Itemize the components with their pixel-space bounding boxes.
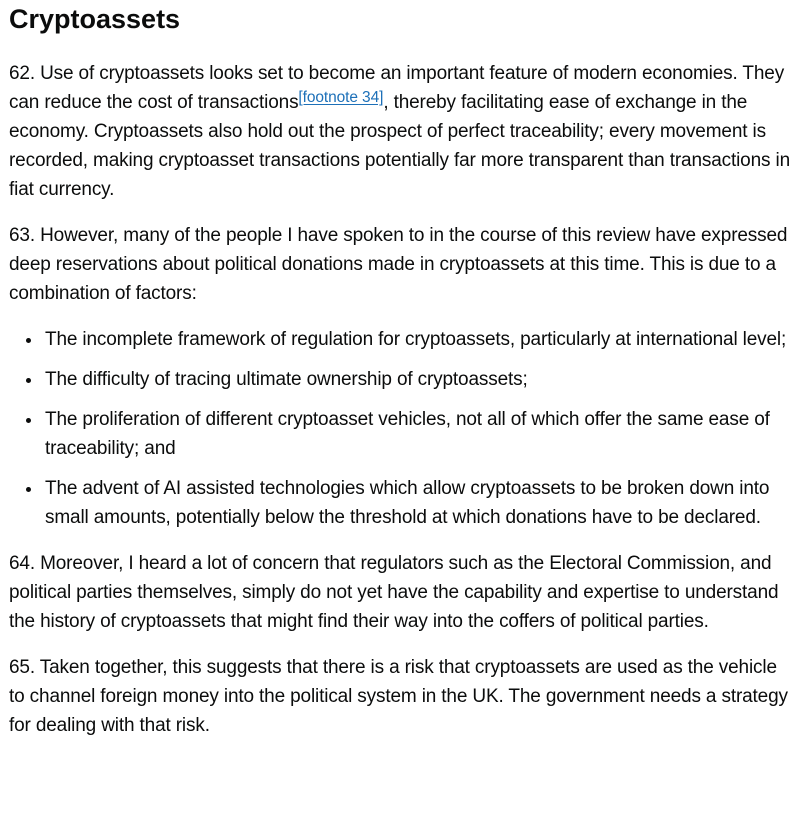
paragraph-62-text-before: 62. Use of cryptoassets looks set to become an important feature of modern economies. They can reduce the cost of transactions [9,63,785,113]
list-item-regulation: • The incomplete framework of regulation for cryptoassets, particularly at international level; [43,325,790,354]
paragraph-62 [9,59,790,204]
list-item-vehicles: • The proliferation of different cryptoasset vehicles, not all of which offer the same ease of traceability; and [43,405,790,463]
paragraph-63: 63. However, many of the people I have spoken to in the course of this review have expressed deep reservations about political donations made in cryptoassets at this time. This is due to a combination of factors: [9,225,788,304]
factors-list [9,325,790,532]
list-item-ai: • The advent of AI assisted technologies which allow cryptoassets to be broken down into small amounts, potentially below the threshold at which donations have to be declared. [43,474,790,532]
paragraph-64: 64. Moreover, I heard a lot of concern that regulators such as the Electoral Commission, and political parties themselves, simply do not yet have the capability and expertise to understand the history of cryptoassets that might find their way into the coffers of political parties. [9,553,779,632]
page-title: Cryptoassets [9,4,181,34]
footnote-34-link[interactable]: [footnote 34] [298,89,384,106]
paragraph-65: 65. Taken together, this suggests that there is a risk that cryptoassets are used as the vehicle to channel foreign money into the political system in the UK. The government needs a strategy for dealing with that risk. [9,657,788,736]
list-item-ownership: • The difficulty of tracing ultimate ownership of cryptoassets; [43,365,790,394]
footnote-ref [298,89,383,106]
paragraph-62-text-after: , thereby facilitating ease of exchange in the economy. Cryptoassets also hold out the prospect of perfect traceability; every movement is recorded, making cryptoasset transactions potentially far more transparent than transactions in fiat currency. [9,92,790,200]
